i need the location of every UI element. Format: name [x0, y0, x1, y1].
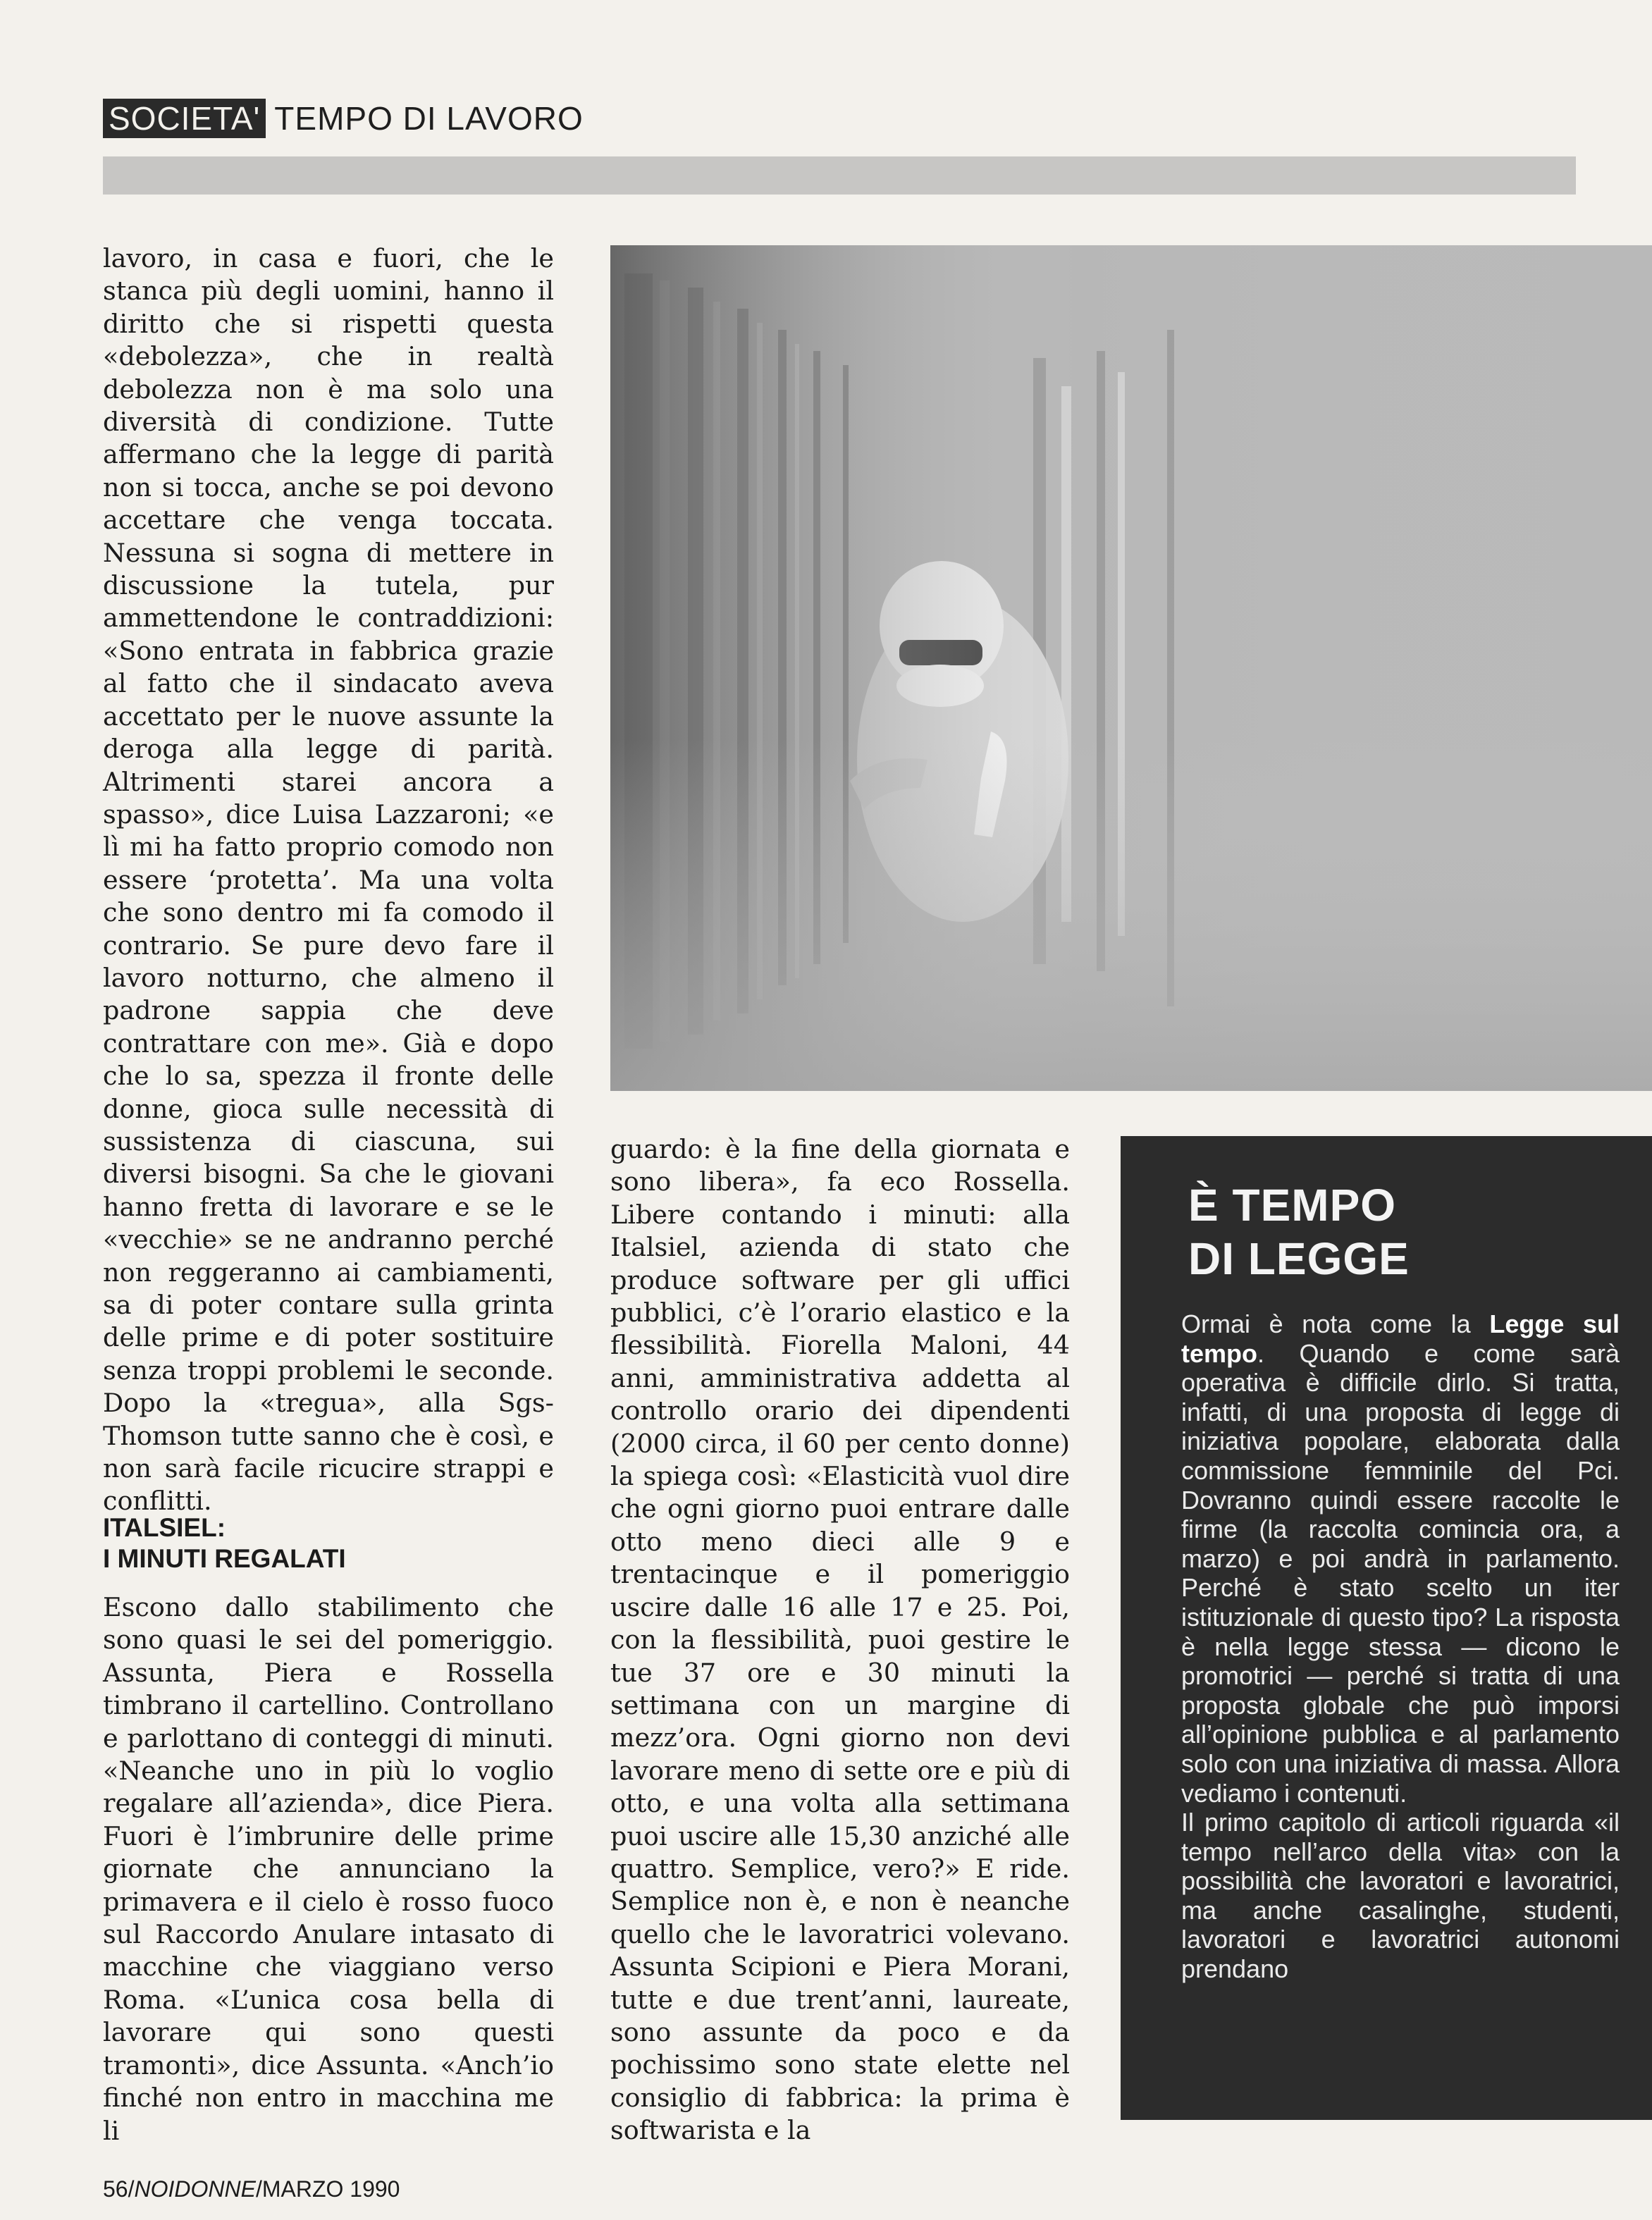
sidebar-paragraph-2: Il primo capitolo di articoli riguarda «il tempo nell’arco della vita» con la possibilità che lavoratori e lavoratrici, ma anche casalinghe, studenti, lavoratori e lavoratrici autonomi prendano: [1181, 1808, 1620, 1984]
sidebar-text-run: . Quando e come sarà operativa è difficile dirlo. Si tratta, infatti, di una proposta di legge di iniziativa popolare, elaborata dalla commissione femminile del Pci. Dovranno quindi essere raccolte le firme (la raccolta comincia ora, a marzo) e poi andrà in parlamento. Perché è stato scelto un iter istituzionale di questo tipo? La risposta è nella legge stessa — dicono le promotrici — perché si tratta di una proposta globale che può imporsi all’opinione pubblica e al parlamento solo con una iniziativa di massa. Allora vediamo i contenuti.: [1181, 1338, 1620, 1808]
article-paragraph: lavoro, in casa e fuori, che le stanca più degli uomini, hanno il diritto che si rispetti questa «debolezza», che in realtà debolezza non è ma solo una diversità di condizione. Tutte affermano che la legge di parità non si tocca, anche se poi devono accettare che venga toccata. Nessuna si sogna di mettere in discussione la tutela, pur ammettendone le contraddizioni: «Sono entrata in fabbrica grazie al fatto che il sindacato aveva accettato per le nuove assunte la deroga alla legge di parità. Altrimenti starei ancora a spasso», dice Luisa Lazzaroni; «e lì mi ha fatto proprio comodo non essere ‘protetta’. Ma una volta che sono dentro mi fa comodo il contrario. Se pure devo fare il lavoro notturno, che almeno il padrone sappia che deve contrattare con me». Già e dopo che lo sa, spezza il fronte delle donne, gioca sulle necessità di sussistenza di ciascuna, sui diversi bisogni. Sa che le giovani hanno fretta di lavorare e se le «vecchie» se ne andranno perché non reggeranno ai cambiamenti, sa di poter contare sulla grinta delle prime e di poter sostituire senza troppi problemi le seconde. Dopo la «tregua», alla Sgs-Thomson tutte sanno che è così, e non sarà facile ricucire strappi e conflitti.: [103, 243, 554, 1517]
sidebar-paragraph-1: [1181, 1309, 1620, 1808]
article-paragraph: Escono dallo stabilimento che sono quasi le sei del pomeriggio. Assunta, Piera e Rossella timbrano il cartellino. Controllano e parlottano di conteggi di minuti. «Neanche uno in più lo voglio regalare all’azienda», dice Piera. Fuori è l’imbrunire delle prime giornate che annunciano la primavera e il cielo è rosso fuoco sul Raccordo Anulare intasato di macchine che viaggiano verso Roma. «L’unica cosa bella di lavorare qui sono questi tramonti», dice Assunta. «Anch’io finché non entro in macchina me li: [103, 1592, 554, 2146]
sidebar-text-run: Ormai è nota come la: [1181, 1309, 1490, 1338]
subheading: [103, 1512, 554, 1574]
header-rule-bar: [103, 156, 1576, 195]
page-footer: [103, 2176, 400, 2202]
sidebar-text: [1181, 1309, 1620, 1984]
sidebar-title-line-1: È TEMPO: [1188, 1180, 1397, 1231]
sidebar-bold-term: Legge sul tempo: [1181, 1309, 1620, 1368]
article-column-1: [103, 242, 554, 1518]
sidebar-box: [1121, 1136, 1652, 2120]
section-header: [103, 99, 584, 138]
subheading-line-2: I MINUTI REGALATI: [103, 1544, 346, 1573]
sidebar-title: [1188, 1178, 1611, 1285]
article-paragraph: guardo: è la fine della giornata e sono libera», fa eco Rossella. Libere contando i minuti: alla Italsiel, azienda di stato che produce software per gli uffici pubblici, c’è l’orario elastico e la flessibilità. Fiorella Maloni, 44 anni, amministrativa addetta al controllo orario dei dipendenti (2000 circa, il 60 per cento donne) la spiega così: «Elasticità vuol dire che ogni giorno puoi entrare dalle otto meno dieci alle 9 e trentacinque e il pomeriggio uscire dalle 16 alle 17 e 25. Poi, con la flessibilità, puoi gestire le tue 37 ore e 30 minuti la settimana con un margine di mezz’ora. Ogni giorno non devi lavorare meno di sette ore e più di otto, e una volta alla settimana puoi uscire alle 15,30 anziché alle quattro. Semplice, vero?» E ride. Semplice non è, e non è neanche quello che le lavoratrici volevano. Assunta Scipioni e Piera Morani, tutte e due trent’anni, laureate, sono assunte da poco e da pochissimo sono state elette nel consiglio di fabbrica: la prima è softwarista e la: [610, 1134, 1070, 2146]
sidebar-title-line-2: DI LEGGE: [1188, 1233, 1410, 1284]
section-label: SOCIETA': [103, 99, 266, 138]
article-column-2: [610, 1133, 1070, 2147]
article-column-1-lower: [103, 1591, 554, 2147]
section-title: TEMPO DI LAVORO: [274, 100, 584, 137]
subheading-line-1: ITALSIEL:: [103, 1513, 226, 1542]
magazine-name: NOIDONNE: [134, 2176, 256, 2202]
cleanroom-worker-photo: [610, 245, 1652, 1091]
page-number: 56/: [103, 2176, 135, 2202]
issue-date: /MARZO 1990: [255, 2176, 400, 2202]
